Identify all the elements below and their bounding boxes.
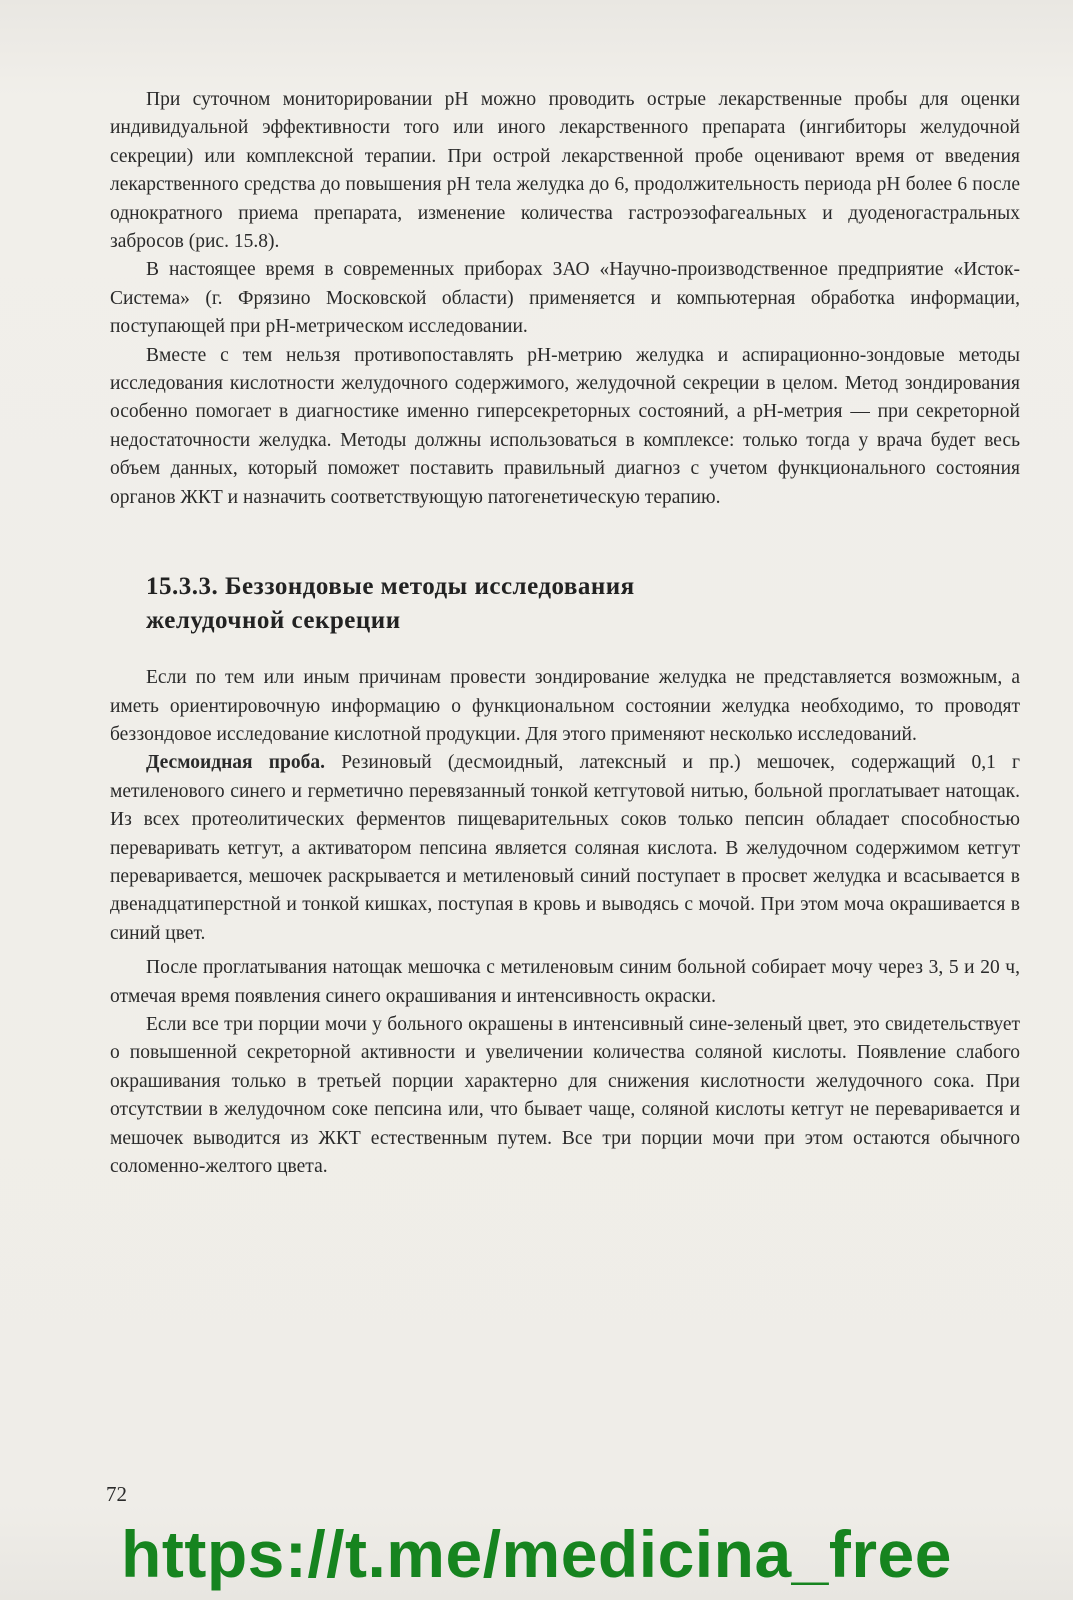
paragraph-interpretation: Если все три порции мочи у больного окрашены в интенсивный сине-зеленый цвет, это свидетельствует о повышенной секреторной активности и увеличении количества соляной кислоты. Появление слабого окрашивания только в третьей порции характерно для снижения кислотности желудочного сока. При отсутствии в желудочном соке пепсина или, что бывает чаще, соляной кислоты кетгут не переваривается и мешочек выводится из ЖКТ естественным путем. Все три порции мочи при этом остаются обычного соломенно-желтого цвета. — [110, 1013, 1020, 1177]
paragraph-intro-probeless: Если по тем или иным причинам провести зондирование желудка не представляется возможным, а иметь ориентировочную информацию о функциональном состоянии желудка необходимо, то проводят беззондовое исследование кислотной продукции. Для этого применяют несколько исследований. — [110, 667, 1020, 745]
desmoid-test-body: Резиновый (десмоидный, латексный и пр.) мешочек, содержащий 0,1 г метиленового синего и герметично перевязанный тонкой кетгутовой нитью, больной проглатывает натощак. Из всех протеолитических ферментов пищеварительных соков только пепсин обладает способностью переваривать кетгут, а активатором пепсина является соляная кислота. В желудочном содержимом кетгут переваривается, мешочек раскрывается и метиленовый синий поступает в просвет желудка и всасывается в двенадцатиперстной и тонкой кишках, поступая в кровь и выводясь с мочой. При этом моча окрашивается в синий цвет. — [110, 752, 1021, 944]
section-body — [110, 664, 1020, 1181]
page-body — [110, 86, 1020, 1181]
paragraph-urine-collection: После проглатывания натощак мешочка с метиленовым синим больной собирает мочу через 3, 5 и 20 ч, отмечая время появления синего окрашивания и интенсивность окраски. — [110, 957, 1020, 1007]
paragraph-ph-drug-test: При суточном мониторировании pH можно проводить острые лекарственные пробы для оценки индивидуальной эффективности того или иного лекарственного препарата (ингибиторы желудочной секреции) или комплексной терапии. При острой лекарственной пробе оценивают время от введения лекарственного средства до повышения pH тела желудка до 6, продолжительность периода pH более 6 после однократного приема препарата, изменение количества гастроэзофагеальных и дуоденогастральных забросов (рис. 15.8). — [110, 89, 1020, 253]
paragraph-desmoid-test — [110, 749, 1020, 948]
paragraph-ph-metry-comparison: Вместе с тем нельзя противопоставлять pH-метрию желудка и аспирационно-зондовые методы исследования кислотности желудочного содержимого, желудочной секреции в целом. Метод зондирования особенно помогает в диагностике именно гиперсекреторных состояний, а pH-метрия — при секреторной недостаточности желудка. Методы должны использоваться в комплексе: только тогда у врача будет весь объем данных, который поможет поставить правильный диагноз с учетом функционального состояния органов ЖКТ и назначить соответствующую патогенетическую терапию. — [110, 344, 1020, 508]
paragraph-istok-system: В настоящее время в современных приборах ЗАО «Научно-производственное предприятие «Исток-Система» (г. Фрязино Московской области) применяется и компьютерная обработка информации, поступающей при pH-метрическом исследовании. — [110, 259, 1020, 338]
page-number: 72 — [106, 1482, 127, 1506]
desmoid-test-lead: Десмоидная проба. — [146, 752, 326, 774]
section-heading-line-1: 15.3.3. Беззондовые методы исследования — [146, 573, 635, 601]
section-heading-line-2: желудочной секреции — [146, 607, 401, 635]
section-heading — [146, 570, 1020, 638]
watermark-link[interactable]: https://t.me/medicina_free — [121, 1517, 952, 1591]
